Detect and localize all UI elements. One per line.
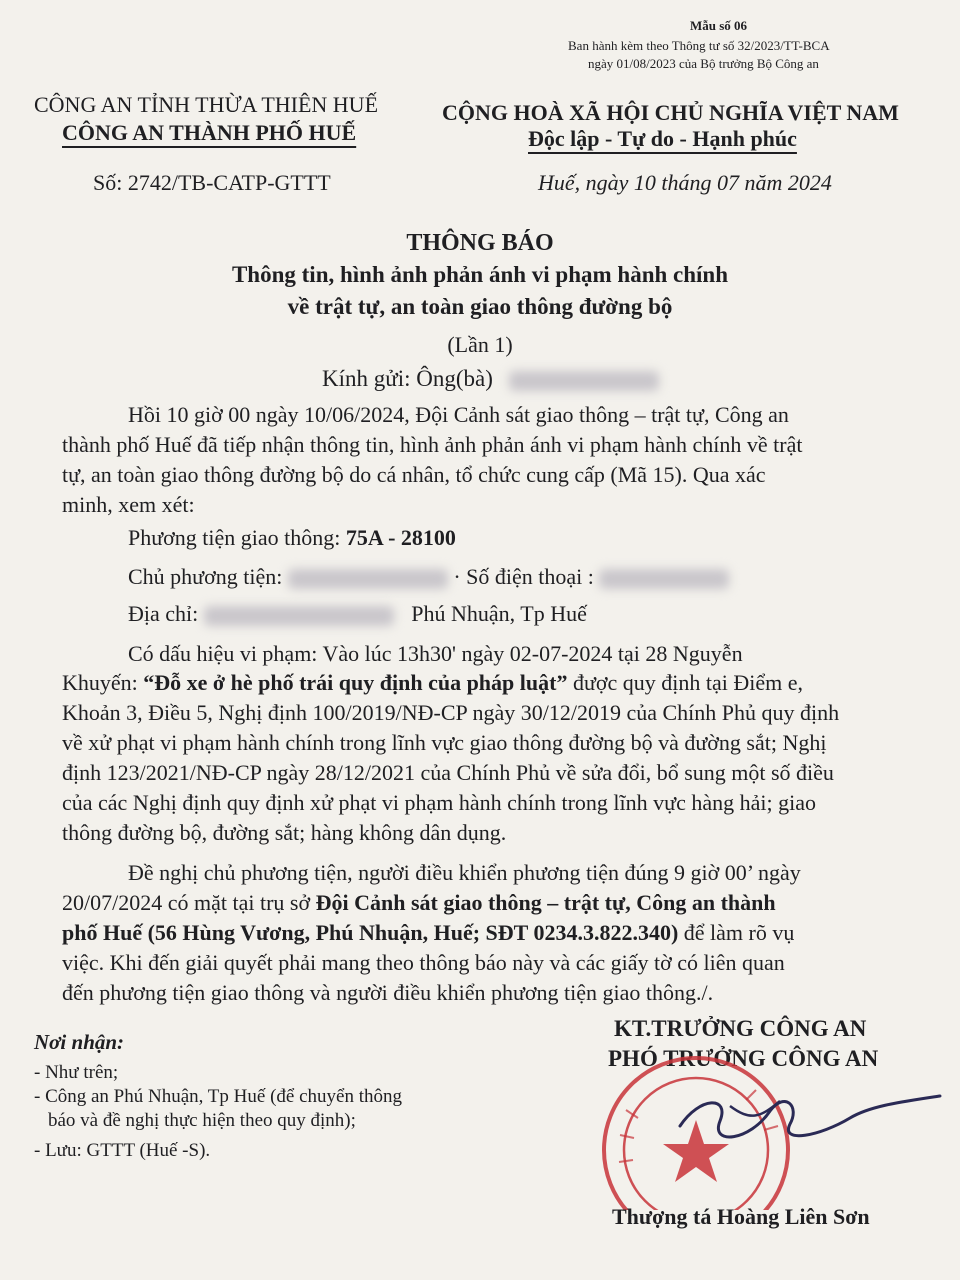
org-name-provincial: CÔNG AN TỈNH THỪA THIÊN HUẾ xyxy=(34,92,379,117)
request-line: Đề nghị chủ phương tiện, người điều khiển phương tiện đúng 9 giờ 00’ ngày xyxy=(128,860,801,885)
signer-title-1: KT.TRƯỞNG CÔNG AN xyxy=(614,1016,867,1041)
request-line xyxy=(62,920,794,946)
violation-line: về xử phạt vi phạm hành chính trong lĩnh vực giao thông đường bộ và đường sắt; Nghị xyxy=(62,730,827,755)
issued-line-1: Ban hành kèm theo Thông tư số 32/2023/TT-BCA xyxy=(568,38,830,53)
para1-line: minh, xem xét: xyxy=(62,492,195,517)
request-line: việc. Khi đến giải quyết phải mang theo thông báo này và các giấy tờ có liên quan xyxy=(62,950,785,975)
address-tail: Phú Nhuận, Tp Huế xyxy=(411,601,587,626)
request-text: để làm rõ vụ xyxy=(678,920,795,945)
request-line: đến phương tiện giao thông và người điều khiển phương tiện giao thông./. xyxy=(62,980,714,1005)
recipient-item: báo và đề nghị thực hiện theo quy định); xyxy=(48,1110,356,1131)
org-name-city-text: CÔNG AN THÀNH PHỐ HUẾ xyxy=(62,120,357,145)
greeting xyxy=(322,366,659,392)
notice-count: (Lần 1) xyxy=(447,332,513,357)
handwritten-signature-icon xyxy=(660,1066,950,1186)
document-date: Huế, ngày 10 tháng 07 năm 2024 xyxy=(538,170,832,195)
vehicle-label: Phương tiện giao thông: xyxy=(128,525,346,550)
phone-label: · Số điện thoại : xyxy=(453,564,600,589)
owner-label: Chủ phương tiện: xyxy=(128,564,288,589)
redacted-name xyxy=(509,371,659,391)
violation-line: của các Nghị định quy định xử phạt vi phạm hành chính trong lĩnh vực hàng hải; giao xyxy=(62,790,816,815)
form-number: Mẫu số 06 xyxy=(690,18,748,33)
redacted-address xyxy=(204,606,394,626)
violation-line xyxy=(62,670,803,696)
national-title: CỘNG HOÀ XÃ HỘI CHỦ NGHĨA VIỆT NAM xyxy=(442,100,899,125)
recipient-item: - Công an Phú Nhuận, Tp Huế (để chuyển thông xyxy=(34,1086,402,1107)
recipient-item: - Lưu: GTTT (Huế -S). xyxy=(34,1140,211,1161)
signer-name: Thượng tá Hoàng Liên Sơn xyxy=(612,1204,870,1229)
request-line xyxy=(62,890,776,916)
violation-text: được quy định tại Điểm e, xyxy=(567,670,804,695)
license-plate: 75A - 28100 xyxy=(345,525,456,550)
vehicle-row xyxy=(128,525,456,551)
para1-line: tự, an toàn giao thông đường bộ do cá nhân, tổ chức cung cấp (Mã 15). Qua xác xyxy=(62,462,766,487)
signer-title-2: PHÓ TRƯỞNG CÔNG AN xyxy=(608,1046,879,1071)
document-number: Số: 2742/TB-CATP-GTTT xyxy=(93,170,331,195)
request-text: 20/07/2024 có mặt tại trụ sở xyxy=(62,890,316,915)
national-motto: Độc lập - Tự do - Hạnh phúc xyxy=(528,126,797,151)
document-subtitle-1: Thông tin, hình ảnh phản ánh vi phạm hành chính xyxy=(231,262,729,287)
violation-name: “Đỗ xe ở hè phố trái quy định của pháp luật” xyxy=(143,670,568,695)
document-subtitle-2: về trật tự, an toàn giao thông đường bộ xyxy=(287,294,673,319)
request-bold-text: phố Huế (56 Hùng Vương, Phú Nhuận, Huế; SĐT 0234.3.822.340) xyxy=(62,920,679,945)
address-label: Địa chỉ: xyxy=(128,601,204,626)
violation-text: Khuyến: xyxy=(62,670,144,695)
owner-row xyxy=(128,564,729,590)
redacted-owner xyxy=(288,569,448,589)
recipients-label: Nơi nhận: xyxy=(34,1030,125,1054)
violation-line: Có dấu hiệu vi phạm: Vào lúc 13h30' ngày 02-07-2024 tại 28 Nguyễn xyxy=(128,641,743,666)
redacted-phone xyxy=(599,569,729,589)
address-row xyxy=(128,601,587,627)
issued-line-2: ngày 01/08/2023 của Bộ trưởng Bộ Công an xyxy=(588,56,819,71)
violation-line: định 123/2021/NĐ-CP ngày 28/12/2021 của Chính Phủ về sửa đổi, bổ sung một số điều xyxy=(62,760,834,785)
request-bold-text: Đội Cảnh sát giao thông – trật tự, Công an thành xyxy=(315,890,776,915)
document-title: THÔNG BÁO xyxy=(406,230,554,256)
org-name-city xyxy=(62,120,356,146)
violation-line: thông đường bộ, đường sắt; hàng không dân dụng. xyxy=(62,820,507,845)
para1-line: Hồi 10 giờ 00 ngày 10/06/2024, Đội Cảnh sát giao thông – trật tự, Công an xyxy=(128,402,789,427)
para1-line: thành phố Huế đã tiếp nhận thông tin, hình ảnh phản ánh vi phạm hành chính về trật xyxy=(62,432,803,457)
recipient-item: - Như trên; xyxy=(34,1062,119,1083)
violation-line: Khoản 3, Điều 5, Nghị định 100/2019/NĐ-CP ngày 30/12/2019 của Chính Phủ quy định xyxy=(62,700,840,725)
greeting-label: Kính gửi: Ông(bà) xyxy=(322,366,493,391)
